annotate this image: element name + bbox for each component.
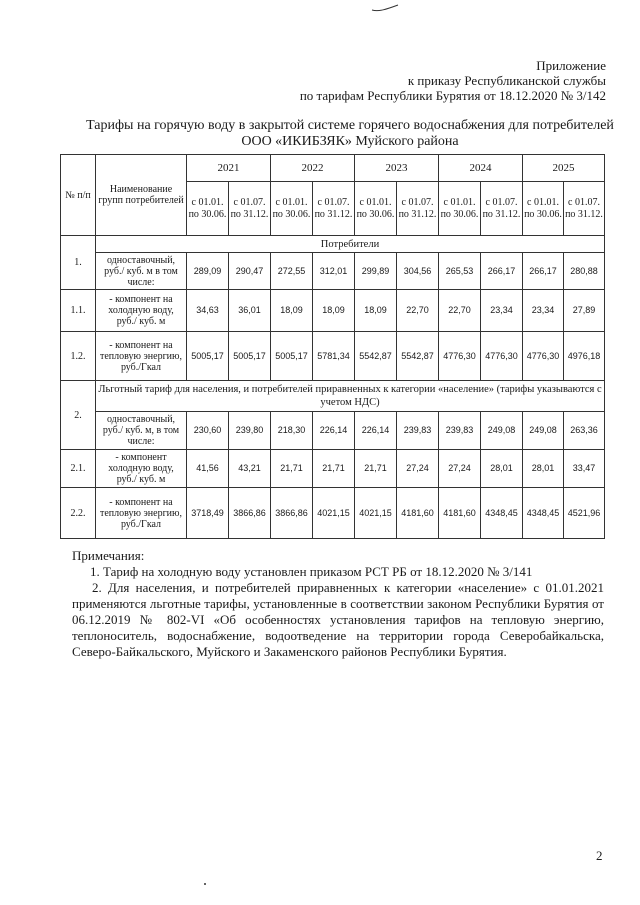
value-cell: 23,34 bbox=[523, 290, 564, 332]
value-cell: 4976,18 bbox=[564, 332, 605, 381]
header-consumer-group: Наименование групп потребителей bbox=[96, 155, 187, 236]
note-item-2: 2. Для населения, и потребителей приравненных к категории «население» с 01.01.2021 применяются льготные тарифы, установленные в соответствии законом Республики Бурятия от 06.12.2019 № 802-VI «Об особенностях установления тарифов на тепловую энергию, теплоноситель, водоснабжение, водоотведение на территории города Северобайкальска, Северо-Байкальского, Муйского и Закаменского районов Республики Бурятия. bbox=[72, 580, 604, 659]
value-cell: 5781,34 bbox=[313, 332, 355, 381]
value-cell: 4021,15 bbox=[313, 488, 355, 539]
section-consumers: Потребители bbox=[96, 236, 605, 253]
row-label: - компонент на тепловую энергию, руб./Гкал bbox=[96, 332, 187, 381]
appendix-line-3: по тарифам Республики Бурятия от 18.12.2020 № 3/142 bbox=[299, 88, 606, 103]
table-row bbox=[61, 412, 605, 450]
value-cell: 249,08 bbox=[481, 412, 523, 450]
value-cell: 266,17 bbox=[481, 253, 523, 290]
note-item-1: 1. Тариф на холодную воду установлен приказом РСТ РБ от 18.12.2020 № 3/141 bbox=[90, 564, 533, 579]
header-year: 2022 bbox=[271, 155, 355, 182]
value-cell: 41,56 bbox=[187, 450, 229, 488]
value-cell: 18,09 bbox=[313, 290, 355, 332]
value-cell: 249,08 bbox=[523, 412, 564, 450]
tariff-table bbox=[60, 154, 605, 539]
value-cell: 18,09 bbox=[271, 290, 313, 332]
period-second-half: с 01.07. по 31.12. bbox=[229, 182, 271, 236]
row-label: одноставочный, руб./ куб. м в том числе: bbox=[96, 253, 187, 290]
value-cell: 27,24 bbox=[439, 450, 481, 488]
value-cell: 5005,17 bbox=[229, 332, 271, 381]
period-second-half: с 01.07. по 31.12. bbox=[397, 182, 439, 236]
value-cell: 304,56 bbox=[397, 253, 439, 290]
row-number: 1.2. bbox=[61, 332, 96, 381]
value-cell: 312,01 bbox=[313, 253, 355, 290]
value-cell: 4181,60 bbox=[397, 488, 439, 539]
value-cell: 21,71 bbox=[355, 450, 397, 488]
value-cell: 22,70 bbox=[439, 290, 481, 332]
appendix-line-2: к приказу Республиканской службы bbox=[407, 73, 606, 88]
value-cell: 23,34 bbox=[481, 290, 523, 332]
row-number: 2. bbox=[61, 381, 96, 450]
value-cell: 299,89 bbox=[355, 253, 397, 290]
value-cell: 5005,17 bbox=[271, 332, 313, 381]
value-cell: 266,17 bbox=[523, 253, 564, 290]
value-cell: 230,60 bbox=[187, 412, 229, 450]
value-cell: 239,83 bbox=[439, 412, 481, 450]
page-number: 2 bbox=[596, 848, 603, 863]
value-cell: 5542,87 bbox=[397, 332, 439, 381]
period-first-half: с 01.01. по 30.06. bbox=[523, 182, 564, 236]
header-number: № п/п bbox=[61, 155, 96, 236]
value-cell: 28,01 bbox=[481, 450, 523, 488]
value-cell: 280,88 bbox=[564, 253, 605, 290]
appendix-line-1: Приложение bbox=[536, 58, 606, 73]
value-cell: 43,21 bbox=[229, 450, 271, 488]
value-cell: 226,14 bbox=[355, 412, 397, 450]
value-cell: 3866,86 bbox=[271, 488, 313, 539]
document-title bbox=[70, 118, 630, 150]
value-cell: 22,70 bbox=[397, 290, 439, 332]
value-cell: 4776,30 bbox=[439, 332, 481, 381]
row-number: 2.2. bbox=[61, 488, 96, 539]
value-cell: 5005,17 bbox=[187, 332, 229, 381]
header-year: 2021 bbox=[187, 155, 271, 182]
row-label: - компонент на холодную воду, руб./ куб. м bbox=[96, 290, 187, 332]
row-number: 1.1. bbox=[61, 290, 96, 332]
scan-speck bbox=[204, 883, 206, 885]
value-cell: 272,55 bbox=[271, 253, 313, 290]
period-first-half: с 01.01. по 30.06. bbox=[271, 182, 313, 236]
header-year: 2023 bbox=[355, 155, 439, 182]
value-cell: 4348,45 bbox=[481, 488, 523, 539]
value-cell: 27,89 bbox=[564, 290, 605, 332]
header-year: 2025 bbox=[523, 155, 605, 182]
value-cell: 3718,49 bbox=[187, 488, 229, 539]
period-second-half: с 01.07. по 31.12. bbox=[564, 182, 605, 236]
value-cell: 36,01 bbox=[229, 290, 271, 332]
value-cell: 4776,30 bbox=[481, 332, 523, 381]
row-label: - компонент холодную воду, руб./ куб. м bbox=[96, 450, 187, 488]
value-cell: 263,36 bbox=[564, 412, 605, 450]
value-cell: 290,47 bbox=[229, 253, 271, 290]
notes-heading: Примечания: bbox=[72, 548, 145, 563]
value-cell: 4521,96 bbox=[564, 488, 605, 539]
section-preferential: Льготный тариф для населения, и потребителей приравненных к категории «население» (тарифы указываются с учетом НДС) bbox=[96, 381, 605, 412]
value-cell: 33,47 bbox=[564, 450, 605, 488]
header-year: 2024 bbox=[439, 155, 523, 182]
period-first-half: с 01.01. по 30.06. bbox=[355, 182, 397, 236]
handwritten-mark bbox=[371, 3, 399, 13]
table-row bbox=[61, 450, 605, 488]
row-number: 1. bbox=[61, 236, 96, 290]
value-cell: 226,14 bbox=[313, 412, 355, 450]
notes-section bbox=[72, 548, 604, 660]
value-cell: 27,24 bbox=[397, 450, 439, 488]
title-line-2: ООО «ИКИБЗЯК» Муйского района bbox=[241, 134, 459, 149]
value-cell: 289,09 bbox=[187, 253, 229, 290]
value-cell: 3866,86 bbox=[229, 488, 271, 539]
value-cell: 4776,30 bbox=[523, 332, 564, 381]
period-second-half: с 01.07. по 31.12. bbox=[313, 182, 355, 236]
value-cell: 218,30 bbox=[271, 412, 313, 450]
value-cell: 265,53 bbox=[439, 253, 481, 290]
row-label: - компонент на тепловую энергию, руб./Гкал bbox=[96, 488, 187, 539]
period-first-half: с 01.01. по 30.06. bbox=[187, 182, 229, 236]
value-cell: 4021,15 bbox=[355, 488, 397, 539]
value-cell: 28,01 bbox=[523, 450, 564, 488]
appendix-header bbox=[300, 58, 606, 103]
value-cell: 239,83 bbox=[397, 412, 439, 450]
row-number: 2.1. bbox=[61, 450, 96, 488]
table-row bbox=[61, 290, 605, 332]
table-row bbox=[61, 253, 605, 290]
value-cell: 4348,45 bbox=[523, 488, 564, 539]
value-cell: 5542,87 bbox=[355, 332, 397, 381]
value-cell: 21,71 bbox=[271, 450, 313, 488]
title-line-1: Тарифы на горячую воду в закрытой системе горячего водоснабжения для потребителей bbox=[86, 118, 614, 133]
value-cell: 21,71 bbox=[313, 450, 355, 488]
value-cell: 34,63 bbox=[187, 290, 229, 332]
table-row bbox=[61, 332, 605, 381]
value-cell: 4181,60 bbox=[439, 488, 481, 539]
period-first-half: с 01.01. по 30.06. bbox=[439, 182, 481, 236]
table-row bbox=[61, 488, 605, 539]
row-label: одноставочный, руб./ куб. м, в том числе: bbox=[96, 412, 187, 450]
period-second-half: с 01.07. по 31.12. bbox=[481, 182, 523, 236]
value-cell: 239,80 bbox=[229, 412, 271, 450]
value-cell: 18,09 bbox=[355, 290, 397, 332]
